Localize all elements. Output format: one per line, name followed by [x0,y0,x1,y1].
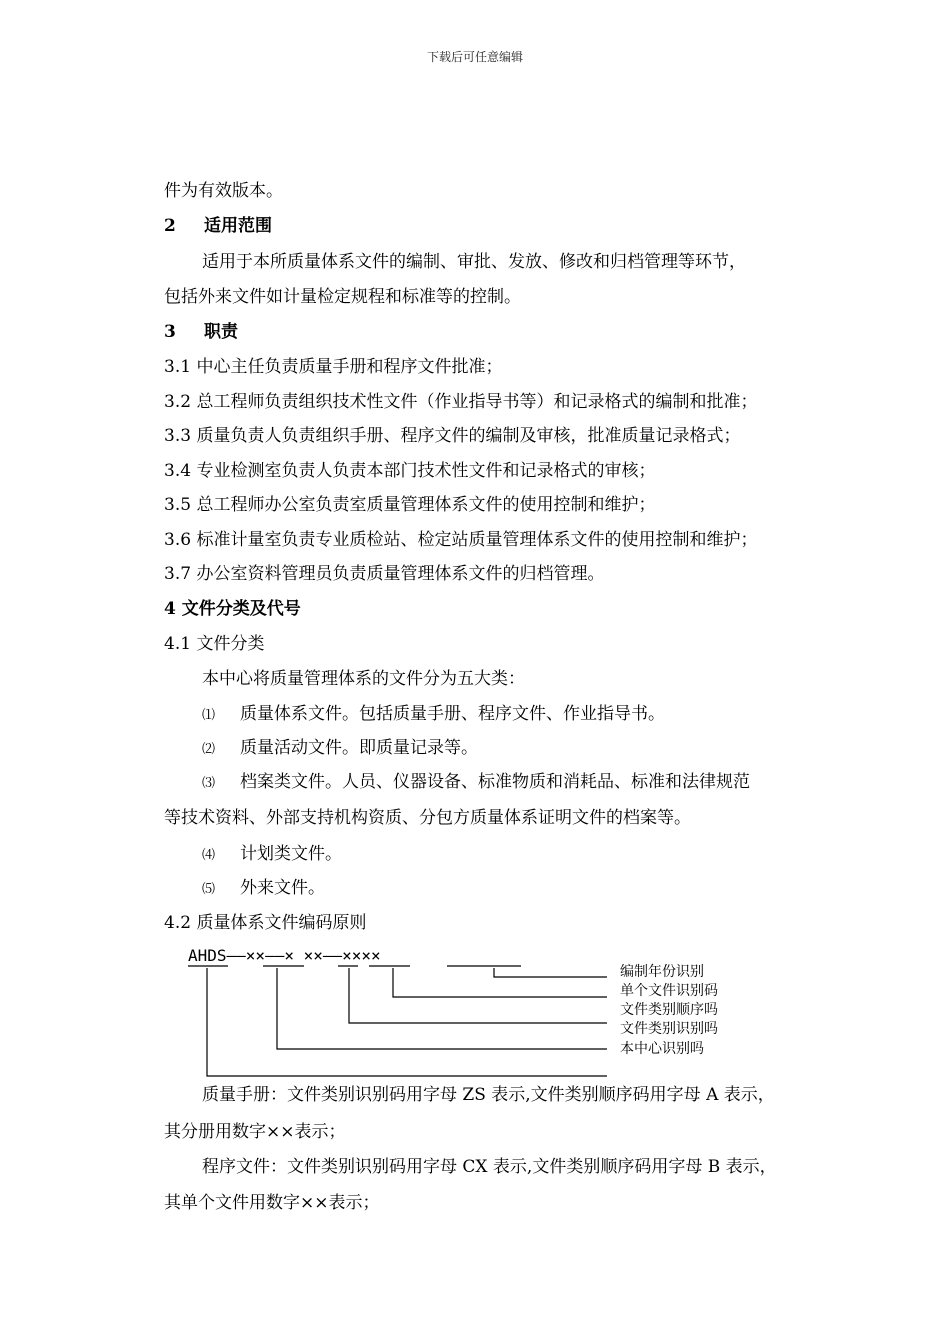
responsibility-item: 3.6 标准计量室负责专业质检站、检定站质量管理体系文件的使用控制和维护； [164,530,758,550]
paragraph-line: 程序文件：文件类别识别码用字母 CX 表示,文件类别顺序码用字母 B 表示， [202,1157,777,1177]
enum-marker: ⑸ [202,882,216,897]
diagram-label: 本中心识别吗 [620,1041,704,1057]
section-heading-3 [164,321,238,343]
section-heading-4: 4 文件分类及代号 [164,599,301,619]
paragraph-line: 质量手册：文件类别识别码用字母 ZS 表示,文件类别顺序码用字母 A 表示， [202,1085,775,1105]
paragraph-line: 等技术资料、外部支持机构资质、分包方质量体系证明文件的档案等。 [164,808,691,828]
diagram-label: 文件类别识别吗 [620,1021,718,1037]
enum-text: 质量体系文件。包括质量手册、程序文件、作业指导书。 [240,704,665,724]
enum-item [202,703,665,727]
paragraph-line: 件为有效版本。 [164,181,283,201]
enum-item [202,771,750,795]
paragraph-line: 本中心将质量管理体系的文件分为五大类： [202,669,525,689]
section-title: 职责 [204,322,238,342]
diagram-label: 单个文件识别码 [620,983,718,999]
responsibility-item: 3.7 办公室资料管理员负责质量管理体系文件的归档管理。 [164,564,605,584]
enum-item [202,843,342,867]
paragraph-line: 其单个文件用数字××表示； [164,1193,380,1213]
enum-item [202,737,478,761]
enum-marker: ⑴ [202,708,216,723]
section-number: 3 [164,322,176,342]
responsibility-item: 3.4 专业检测室负责人负责本部门技术性文件和记录格式的审核； [164,461,656,481]
diagram-label: 文件类别顺序吗 [620,1002,718,1018]
enum-text: 档案类文件。人员、仪器设备、标准物质和消耗品、标准和法律规范 [240,772,750,792]
subsection-heading: 4.1 文件分类 [164,634,265,654]
enum-text: 质量活动文件。即质量记录等。 [240,738,478,758]
enum-marker: ⑵ [202,742,216,757]
section-heading-2 [164,215,272,237]
subsection-heading: 4.2 质量体系文件编码原则 [164,913,367,933]
enum-item [202,877,325,901]
enum-text: 计划类文件。 [240,844,342,864]
page-header: 下载后可任意编辑 [426,50,523,64]
responsibility-item: 3.5 总工程师办公室负责室质量管理体系文件的使用控制和维护； [164,495,656,515]
enum-marker: ⑶ [202,776,216,791]
enum-marker: ⑷ [202,848,216,863]
section-title: 适用范围 [204,216,272,236]
responsibility-item: 3.2 总工程师负责组织技术性文件（作业指导书等）和记录格式的编制和批准； [164,392,758,412]
enum-text: 外来文件。 [240,878,325,898]
paragraph-line: 包括外来文件如计量检定规程和标准等的控制。 [164,287,521,307]
diagram-label: 编制年份识别 [620,964,704,980]
paragraph-line: 适用于本所质量体系文件的编制、审批、发放、修改和归档管理等环节， [202,252,746,272]
section-number: 2 [164,216,176,236]
encoding-code: AHDS——××——× ××——×××× [188,946,381,965]
paragraph-line: 其分册用数字××表示； [164,1122,346,1142]
responsibility-item: 3.3 质量负责人负责组织手册、程序文件的编制及审核，批准质量记录格式； [164,426,741,446]
responsibility-item: 3.1 中心主任负责质量手册和程序文件批准； [164,357,503,377]
